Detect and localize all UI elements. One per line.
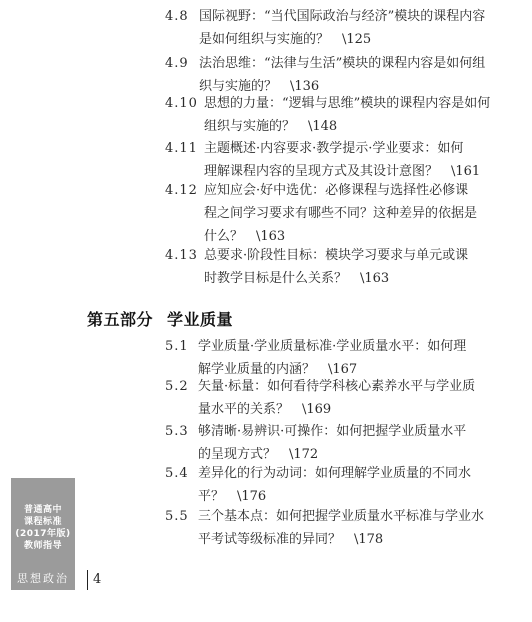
part-title: 学业质量 [167, 310, 234, 329]
entry-number: 5.2 [165, 379, 189, 394]
entry-number: 4.12 [165, 183, 198, 198]
entry-title-line: 主题概述·内容要求·教学提示·学业要求：如何 [204, 141, 464, 156]
entry-title-line: 法治思维：“法律与生活”模块的课程内容是如何组 [199, 56, 486, 71]
entry-number: 4.11 [165, 141, 198, 156]
series-line: 普通高中 [23, 505, 62, 515]
entry-title-line: 什么？ \163 [204, 229, 286, 244]
page-number: 4 [87, 570, 101, 590]
entry-title-line: 解学业质量的内涵？ \167 [198, 362, 358, 377]
series-line: 教师指导 [23, 541, 62, 551]
entry-number: 4.8 [165, 9, 189, 24]
entry-title-line: 差异化的行为动词：如何理解学业质量的不同水 [198, 466, 472, 481]
entry-number: 4.9 [165, 56, 189, 71]
entry-title-line: 三个基本点：如何把握学业质量水平标准与学业水 [198, 509, 485, 524]
series-title [15, 504, 71, 552]
entry-title-line: 总要求·阶段性目标：模块学习要求与单元或课 [204, 248, 469, 263]
part-heading[interactable] [87, 307, 233, 330]
entry-title-line: 矢量·标量：如何看待学科核心素养水平与学业质 [198, 379, 476, 394]
entry-title-line: 程之间学习要求有哪些不同？这种差异的依据是 [204, 206, 478, 221]
entry-number: 5.3 [165, 424, 189, 439]
entry-number: 4.13 [165, 248, 198, 263]
entry-number: 5.4 [165, 466, 189, 481]
entry-title-line: 平考试等级标准的异同？ \178 [198, 532, 384, 547]
book-series-tab [11, 478, 75, 590]
entry-title-line: 组织与实施的？ \148 [204, 119, 338, 134]
entry-title-line: 够清晰·易辨识·可操作：如何把握学业质量水平 [198, 424, 467, 439]
entry-number: 4.10 [165, 96, 198, 111]
entry-title-line: 思想的力量：“逻辑与思维”模块的课程内容是如何 [204, 96, 491, 111]
entry-number: 5.5 [165, 509, 189, 524]
entry-title-line: 平？ \176 [198, 489, 267, 504]
entry-title-line: 学业质量·学业质量标准·学业质量水平：如何理 [198, 339, 467, 354]
entry-title-line: 国际视野：“当代国际政治与经济”模块的课程内容 [199, 9, 486, 24]
entry-title-line: 时教学目标是什么关系？ \163 [204, 271, 390, 286]
part-label: 第五部分 [87, 310, 154, 329]
entry-title-line: 的呈现方式？ \172 [198, 447, 319, 462]
subject-label: 思想政治 [17, 572, 69, 585]
series-line: 课程标准 [23, 517, 62, 527]
entry-title-line: 应知应会·好中选优：必修课程与选择性必修课 [204, 183, 469, 198]
entry-title-line: 织与实施的？ \136 [199, 79, 320, 94]
entry-title-line: 理解课程内容的呈现方式及其设计意图？ \161 [204, 164, 481, 179]
entry-number: 5.1 [165, 339, 189, 354]
series-line: (2017年版) [15, 529, 71, 539]
entry-title-line: 是如何组织与实施的？ \125 [199, 32, 372, 47]
entry-title-line: 量水平的关系？ \169 [198, 402, 332, 417]
